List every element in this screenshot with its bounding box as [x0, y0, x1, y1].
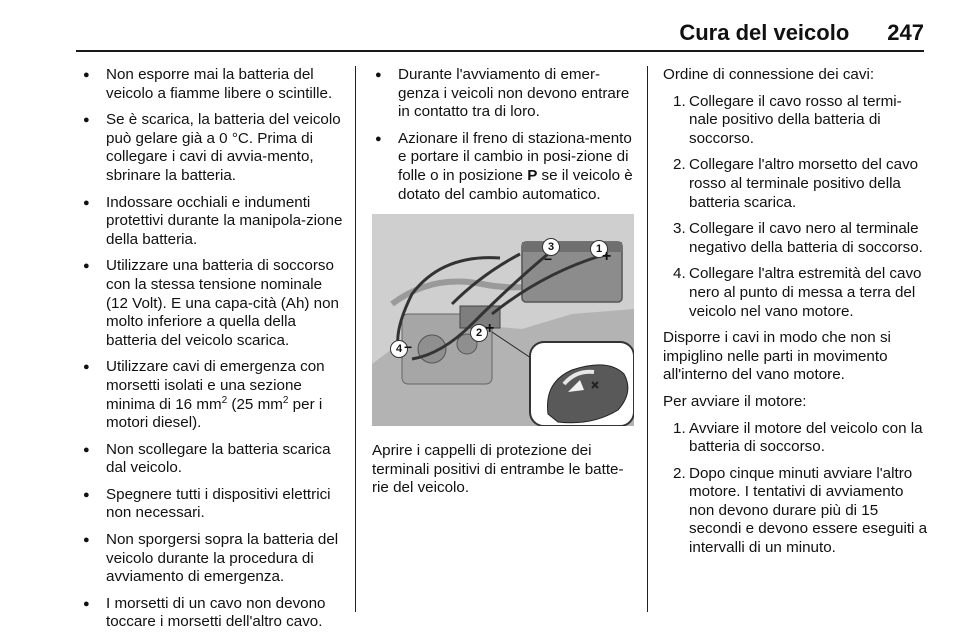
column-1 [80, 66, 346, 640]
start-engine-intro: Per avviare il motore: [663, 392, 807, 410]
step-number: 3. [673, 220, 686, 238]
connection-order-intro: Ordine di connessione dei cavi: [663, 66, 875, 83]
superscript: 2 [282, 394, 289, 406]
page-header [76, 0, 924, 52]
engine-bay-illustration [372, 214, 634, 426]
step-text: Collegare l'altro morsetto del cavo rosso al terminale positivo della batteria scarica. [689, 156, 919, 211]
callout-2: 2 [470, 324, 488, 342]
list-item: ● Se è scarica, la batteria del veicolo può gelare già a 0 °C. Prima di collegare i cavi di avvia-mento, sbrinare la batteria. [80, 111, 346, 185]
cable-routing-note: Disporre i cavi in modo che non si impiglino nelle parti in movimento all'interno del vano motore. [663, 329, 891, 384]
minus-sign: − [404, 339, 413, 356]
figure-caption: Aprire i cappelli di protezione dei terminali positivi di entrambe le batte-rie del veicolo. [372, 442, 624, 497]
item-text: (25 mm [227, 395, 283, 413]
column-divider [355, 66, 356, 612]
list-item [372, 130, 634, 204]
list-item: ● Utilizzare una batteria di soccorso con la stessa tensione nominale (12 Volt). E una capa-cità (Ah) non molto inferiore a quella della batteria del veicolo scarica. [80, 257, 346, 350]
list-item [663, 265, 929, 321]
step-number: 1. [673, 419, 686, 437]
plus-sign: + [485, 320, 495, 338]
step-text: Dopo cinque minuti avviare l'altro motore. I tentativi di avviamento non devono durare più di 15 secondi e devono essere eseguiti a intervalli di un minuto. [689, 464, 928, 557]
step-text: Collegare il cavo nero al terminale negativo della batteria di soccorso. [689, 220, 923, 256]
item-text: Utilizzare cavi di emergenza con morsetti isolati e una sezione minima di 16 mm [106, 358, 325, 413]
step-number: 1. [673, 92, 686, 110]
gear-position: P [527, 166, 538, 184]
list-item: ● Non sporgersi sopra la batteria del veicolo durante la procedura di avviamento di emergenza. [80, 531, 346, 587]
section-title: Cura del veicolo [679, 20, 850, 45]
column-2 [372, 66, 634, 506]
column-3 [663, 66, 929, 566]
step-number: 4. [673, 265, 686, 283]
callout-1: 1 [590, 240, 608, 258]
list-item [80, 358, 346, 432]
step-text: Collegare il cavo rosso al termi-nale positivo della batteria di soccorso. [689, 92, 902, 147]
page-number: 247 [887, 20, 924, 45]
list-item [663, 93, 929, 149]
step-text: Collegare l'altra estremità del cavo nero al punto di messa a terra del veicolo nel vano motore. [689, 265, 922, 320]
item-text: per i motori diesel). [106, 395, 323, 432]
list-item: ● Non scollegare la batteria scarica dal veicolo. [80, 441, 346, 478]
list-item [663, 220, 929, 257]
step-number: 2. [673, 156, 686, 174]
minus-sign: − [544, 251, 553, 268]
plus-sign: + [602, 248, 612, 266]
start-steps [663, 420, 929, 558]
connection-steps [663, 93, 929, 322]
list-item [663, 465, 929, 558]
superscript: 2 [221, 394, 228, 406]
item-text: Azionare il freno di staziona-mento e portare il cambio in posi-zione di folle o in posizione [398, 129, 632, 184]
list-item [663, 156, 929, 212]
item-text: se il veicolo è dotato del cambio automatico. [398, 166, 633, 203]
list-item: ● Durante l'avviamento di emer-genza i veicoli non devono entrare in contatto tra di loro. [372, 66, 634, 122]
callout-4: 4 [390, 340, 408, 358]
list-item [663, 420, 929, 457]
safety-list [80, 66, 346, 632]
step-text: Avviare il motore del veicolo con la batteria di soccorso. [689, 419, 923, 456]
list-item: ● I morsetti di un cavo non devono toccare i morsetti dell'altro cavo. [80, 595, 346, 632]
list-item: ● Non esporre mai la batteria del veicolo a fiamme libere o scintille. [80, 66, 346, 103]
step-number: 2. [673, 464, 686, 482]
callout-3: 3 [542, 238, 560, 256]
list-item: ● Spegnere tutti i dispositivi elettrici non necessari. [80, 486, 346, 523]
procedure-list [372, 66, 634, 204]
column-divider [647, 66, 648, 612]
list-item: ● Indossare occhiali e indumenti protettivi durante la manipola-zione della batteria. [80, 194, 346, 250]
